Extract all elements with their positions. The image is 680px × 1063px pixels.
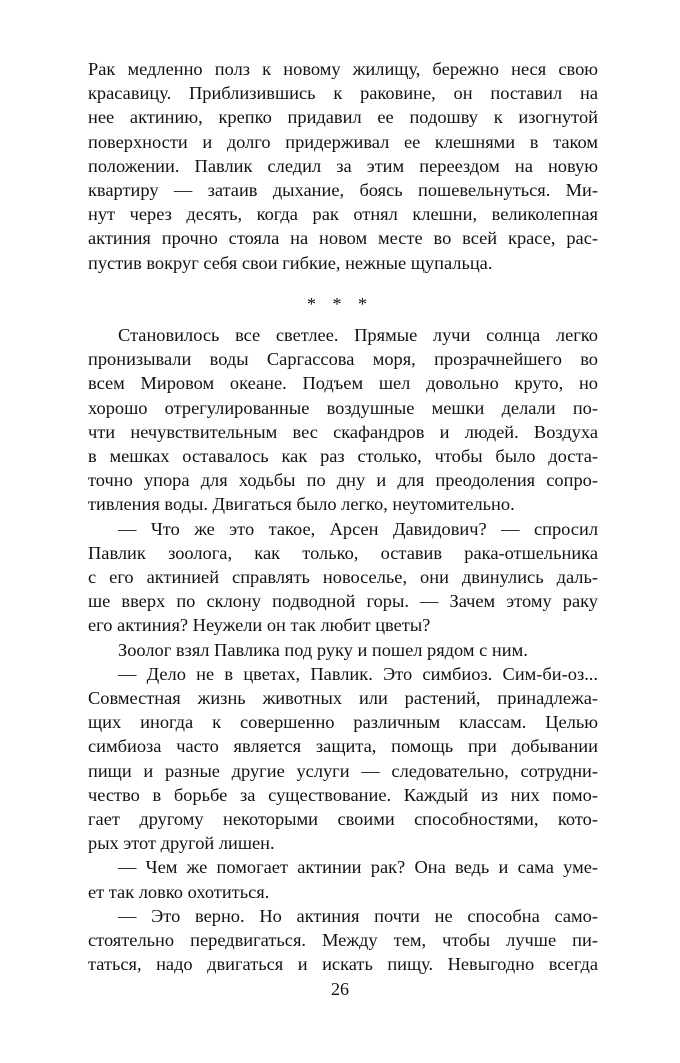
paragraph-block-2: [88, 323, 598, 976]
text-line: с его актинией справлять новоселье, они двинулись даль-: [88, 567, 598, 588]
text-line: пустив вокруг себя свои гибкие, нежные щупальца.: [88, 252, 493, 273]
text-line: точно упора для ходьбы по дну и для преодоления сопро-: [88, 470, 598, 491]
text-line: — Дело не в цветах, Павлик. Это симбиоз. Сим-би-оз...: [118, 663, 598, 684]
section-break: * * *: [307, 294, 373, 314]
text-line: пищи и разные другие услуги — следовательно, сотрудни-: [88, 760, 598, 781]
text-line: нут через десять, когда рак отнял клешни, великолепная: [88, 204, 598, 225]
text-line: квартиру — затаив дыхание, боясь пошевельнуться. Ми-: [88, 180, 598, 201]
text-line: всем Мировом океане. Подъем шел довольно круто, но: [88, 373, 598, 394]
text-line: в мешках оставалось как раз столько, чтобы было доста-: [88, 446, 598, 467]
text-line: — Что же это такое, Арсен Давидович? — спросил: [118, 518, 598, 539]
text-line: поверхности и долго придерживал ее клешнями в таком: [88, 131, 598, 152]
text-line: Зоолог взял Павлика под руку и пошел рядом с ним.: [118, 639, 528, 660]
text-line: ше вверх по склону подводной горы. — Зачем этому раку: [88, 591, 598, 612]
text-line: Рак медленно полз к новому жилищу, бережно неся свою: [88, 59, 598, 79]
text-line: симбиоза часто является защита, помощь при добывании: [88, 736, 598, 757]
text-line: чество в борьбе за существование. Каждый из них помо-: [88, 784, 598, 805]
text-line: — Чем же помогает актинии рак? Она ведь и сама уме-: [118, 857, 598, 878]
text-line: его актиния? Неужели он так любит цветы?: [88, 615, 431, 636]
text-line: Павлик зоолога, как только, оставив рака-отшельника: [88, 542, 598, 563]
paragraph-block-1: [88, 57, 598, 275]
text-line: пронизывали воды Саргассова моря, прозрачнейшего во: [88, 349, 598, 370]
text-line: красавицу. Приблизившись к раковине, он поставил на: [88, 83, 598, 104]
text-line: рых этот другой лишен.: [88, 833, 275, 854]
text-line: актиния прочно стояла на новом месте во всей красе, рас-: [88, 228, 598, 249]
text-line: стоятельно передвигаться. Между тем, чтобы лучше пи-: [88, 930, 598, 951]
text-line: хорошо отрегулированные воздушные мешки делали по-: [88, 397, 598, 418]
text-line: Становилось все светлее. Прямые лучи солнца легко: [118, 325, 598, 345]
text-line: щих иногда к совершенно различным классам. Целью: [88, 712, 598, 733]
text-line: таться, надо двигаться и искать пищу. Невыгодно всегда: [88, 954, 598, 975]
page-number: 26: [331, 979, 349, 999]
text-line: чти нечувствительным вес скафандров и людей. Воздуха: [88, 421, 598, 442]
text-line: — Это верно. Но актиния почти не способна само-: [118, 905, 598, 926]
text-line: ет так ловко охотиться.: [88, 881, 270, 902]
text-line: гает другому некоторыми своими способностями, кото-: [88, 809, 598, 830]
text-line: нее актинию, крепко придавил ее подошву к изогнутой: [88, 107, 598, 128]
text-line: Совместная жизнь животных или растений, принадлежа-: [88, 688, 598, 709]
text-line: положении. Павлик следил за этим переездом на новую: [88, 155, 598, 176]
text-line: тивления воды. Двигаться было легко, неутомительно.: [88, 494, 515, 515]
